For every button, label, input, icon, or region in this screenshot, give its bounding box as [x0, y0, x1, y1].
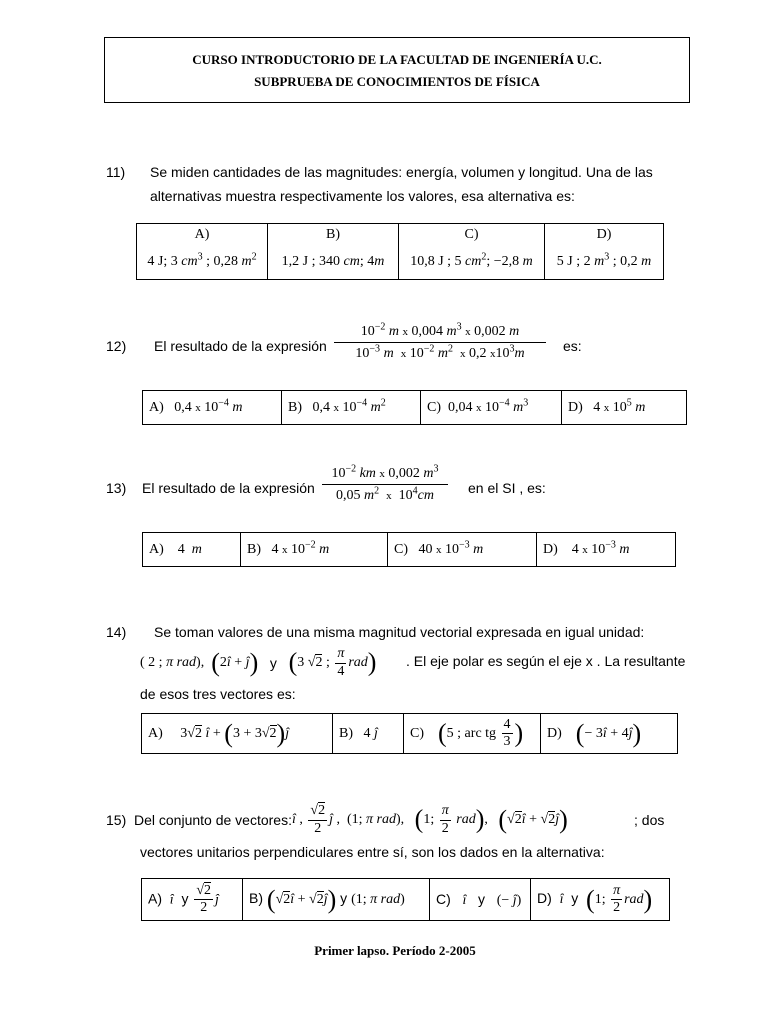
header-title: CURSO INTRODUCTORIO DE LA FACULTAD DE INGENIERÍA U.C. [192, 52, 602, 67]
q15-options-table [141, 878, 670, 921]
q11-option-c[interactable]: 10,8 J ; 5 $cm^2$; −2,8 m [399, 246, 545, 280]
q11-option-a[interactable]: 4 J; 3 $cm^3$ ; 0,28 $m^2$ [137, 246, 268, 280]
q11-option-d[interactable]: 5 J ; 2 $m^3$ ; 0,2 m [545, 246, 664, 280]
q15-option-c[interactable]: C) î y (− ĵ) [430, 879, 531, 921]
q14-option-a[interactable]: A) 3√2 î + (3 + 3√2)ĵ [142, 714, 333, 754]
q15-option-a[interactable]: A) î y $\frac{√2}{2}$ ĵ [142, 879, 243, 921]
q12-suffix: es: [563, 338, 582, 354]
q11-line2: alternativas muestra respectivamente los valores, esa alternativa es: [150, 188, 575, 204]
q13-option-c[interactable]: C) 40 x $10^{-3}$ m [388, 533, 537, 567]
q13-option-a[interactable]: A) 4 m [143, 533, 241, 567]
q14-option-d[interactable]: D) (− 3î + 4ĵ) [541, 714, 678, 754]
q13-option-b[interactable]: B) 4 x $10^{-2}$ m [241, 533, 388, 567]
q15-option-b[interactable]: B) (√2î + √2ĵ) y (1; π rad) [243, 879, 430, 921]
q15-tail: ; dos [634, 812, 665, 828]
q11-label-d: D) [545, 224, 664, 246]
q12-expression: $10^{-2}$ m x 0,004 $m^3$ x 0,002 m $10^{-3}$ m x $10^{-2}$ $m^2$ x 0,2 $x10^3m$ [334, 324, 546, 362]
q15-number: 15) [106, 812, 127, 828]
q14-line3: de esos tres vectores es: [140, 686, 296, 702]
q11-number: 11) [106, 164, 126, 180]
q13-options-table [142, 532, 676, 567]
q15-line2: vectores unitarios perpendiculares entre sí, son los dados en la alternativa: [140, 844, 605, 860]
header-box [104, 37, 690, 103]
q11-line1: Se miden cantidades de las magnitudes: energía, volumen y longitud. Una de las [150, 164, 653, 180]
q12-option-b[interactable]: B) 0,4 x $10^{-4}$ $m^2$ [282, 391, 421, 425]
q15-text: Del conjunto de vectores: [134, 812, 292, 828]
footer: Primer lapso. Período 2-2005 [314, 943, 476, 958]
q14-vectors: ( 2 ; π rad), (2î + ĵ) y (3 √2 ; $\frac{\pi}{4}$ rad) [140, 646, 377, 679]
header-subtitle: SUBPRUEBA DE CONOCIMIENTOS DE FÍSICA [254, 74, 540, 89]
q15-vectors: î , $\frac{√2}{2}$ ĵ , (1; π rad), (1; $\frac{\pi}{2}$ rad), (√2î + √2ĵ) [292, 803, 568, 836]
q12-text: El resultado de la expresión [154, 338, 327, 354]
q15-option-d[interactable]: D) î y (1; $\frac{\pi}{2}$ rad) [531, 879, 670, 921]
q11-label-b: B) [268, 224, 399, 246]
q11-options-table [136, 223, 664, 280]
q12-option-d[interactable]: D) 4 x $10^5$ m [562, 391, 687, 425]
q13-option-d[interactable]: D) 4 x $10^{-3}$ m [537, 533, 676, 567]
q14-options-table [141, 713, 678, 754]
q12-option-a[interactable]: A) 0,4 x $10^{-4}$ m [143, 391, 282, 425]
q14-polar-note: . El eje polar es según el eje x . La resultante [406, 653, 686, 669]
q12-option-c[interactable]: C) 0,04 x $10^{-4}$ $m^3$ [421, 391, 562, 425]
q13-number: 13) [106, 480, 127, 496]
q13-text: El resultado de la expresión [142, 480, 315, 496]
q12-options-table [142, 390, 687, 425]
q13-suffix: en el SI , es: [468, 480, 546, 496]
q11-label-a: A) [137, 224, 268, 246]
q14-number: 14) [106, 624, 127, 640]
q12-number: 12) [106, 338, 127, 354]
q11-option-b[interactable]: 1,2 J ; 340 cm; 4m [268, 246, 399, 280]
q14-option-c[interactable]: C) (5 ; arc tg $\frac{4}{3}$ ) [404, 714, 541, 754]
q13-expression: $10^{-2}$ km x 0,002 $m^3$ 0,05 $m^2$ x $10^4cm$ [322, 466, 448, 504]
q14-line1: Se toman valores de una misma magnitud vectorial expresada en igual unidad: [154, 624, 645, 640]
q14-option-b[interactable]: B) 4 ĵ [333, 714, 404, 754]
q11-label-c: C) [399, 224, 545, 246]
